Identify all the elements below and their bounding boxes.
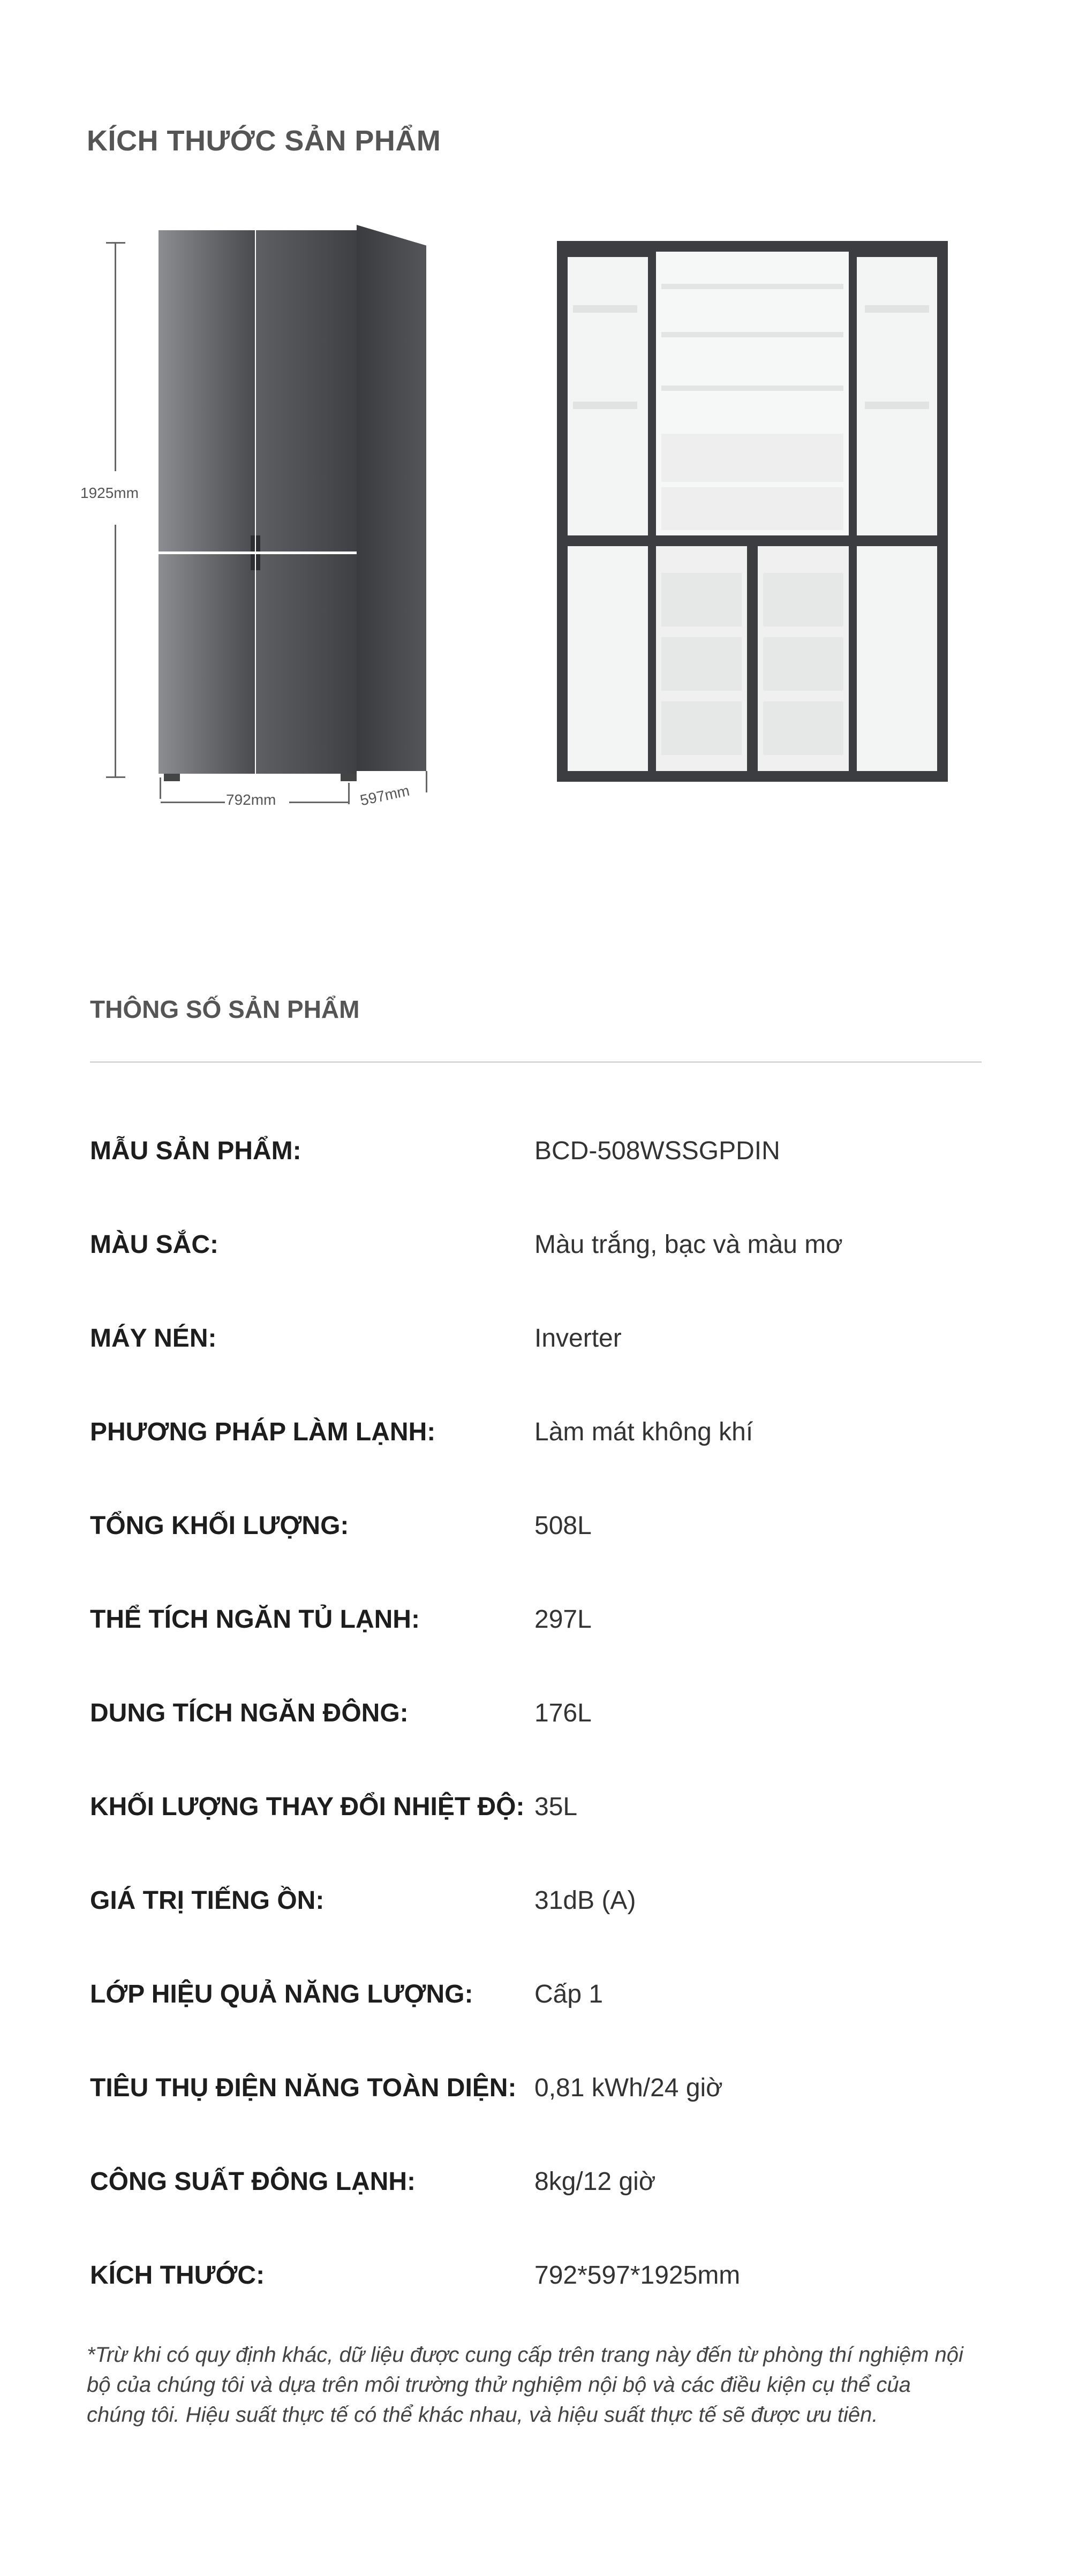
spec-value: 792*597*1925mm [534, 2261, 741, 2290]
spec-row [90, 1980, 982, 2012]
footnote: *Trừ khi có quy định khác, dữ liệu được cung cấp trên trang này đến từ phòng thí nghiệm nội bộ của chúng tôi và dựa trên môi trường thử nghiệm nội bộ và các điều kiện cụ thể của chúng tôi. Hiệu suất thực tế có thể khác nhau, và hiệu suất thực tế sẽ được ưu tiên. [87, 2343, 963, 2427]
spec-row [90, 2073, 982, 2105]
specs-title: THÔNG SỐ SẢN PHẨM [90, 995, 360, 1023]
spec-label: TIÊU THỤ ĐIỆN NĂNG TOÀN DIỆN: [90, 2074, 517, 2102]
spec-label: LỚP HIỆU QUẢ NĂNG LƯỢNG: [90, 1980, 473, 2008]
dimensions-title: KÍCH THƯỚC SẢN PHẨM [87, 125, 441, 157]
spec-value: Làm mát không khí [534, 1418, 753, 1446]
spec-label: THỂ TÍCH NGĂN TỦ LẠNH: [90, 1605, 420, 1634]
spec-row [90, 1698, 982, 1731]
height-label: 1925mm [80, 485, 139, 501]
spec-row [90, 2167, 982, 2199]
spec-value: 8kg/12 giờ [534, 2167, 656, 2196]
spec-label: TỔNG KHỐI LƯỢNG: [90, 1512, 349, 1540]
spec-label: PHƯƠNG PHÁP LÀM LẠNH: [90, 1418, 436, 1446]
spec-row [90, 1886, 982, 1918]
spec-label: CÔNG SUẤT ĐÔNG LẠNH: [90, 2167, 416, 2196]
fridge-open-image [557, 241, 948, 782]
spec-label: KHỐI LƯỢNG THAY ĐỔI NHIỆT ĐỘ: [90, 1793, 525, 1821]
width-label: 792mm [226, 791, 276, 808]
spec-value: Cấp 1 [534, 1980, 604, 2008]
spec-value: 0,81 kWh/24 giờ [534, 2074, 723, 2102]
spec-row [90, 1136, 982, 1168]
spec-label: KÍCH THƯỚC: [90, 2261, 265, 2290]
spec-label: MẪU SẢN PHẨM: [90, 1137, 301, 1165]
spec-value: BCD-508WSSGPDIN [534, 1137, 780, 1165]
spec-row [90, 2261, 982, 2293]
spec-row [90, 1324, 982, 1356]
specs-divider [90, 1061, 982, 1063]
height-cap-bottom [106, 776, 125, 778]
depth-label: 597mm [358, 782, 411, 809]
spec-row [90, 1230, 982, 1262]
spec-row [90, 1417, 982, 1449]
spec-value: Inverter [534, 1324, 622, 1353]
spec-row [90, 1511, 982, 1543]
spec-label: GIÁ TRỊ TIẾNG ỒN: [90, 1886, 325, 1915]
spec-value: 297L [534, 1605, 592, 1634]
spec-value: Màu trắng, bạc và màu mơ [534, 1230, 843, 1259]
spec-value: 35L [534, 1793, 578, 1821]
spec-value: 508L [534, 1512, 592, 1540]
fridge-closed-image [159, 225, 426, 782]
spec-label: MÀU SẮC: [90, 1230, 218, 1259]
spec-label: DUNG TÍCH NGĂN ĐÔNG: [90, 1699, 409, 1727]
spec-row [90, 1605, 982, 1637]
spec-value: 176L [534, 1699, 592, 1727]
spec-label: MÁY NÉN: [90, 1324, 217, 1353]
spec-value: 31dB (A) [534, 1886, 636, 1915]
spec-row [90, 1792, 982, 1824]
height-cap-top [106, 242, 125, 244]
